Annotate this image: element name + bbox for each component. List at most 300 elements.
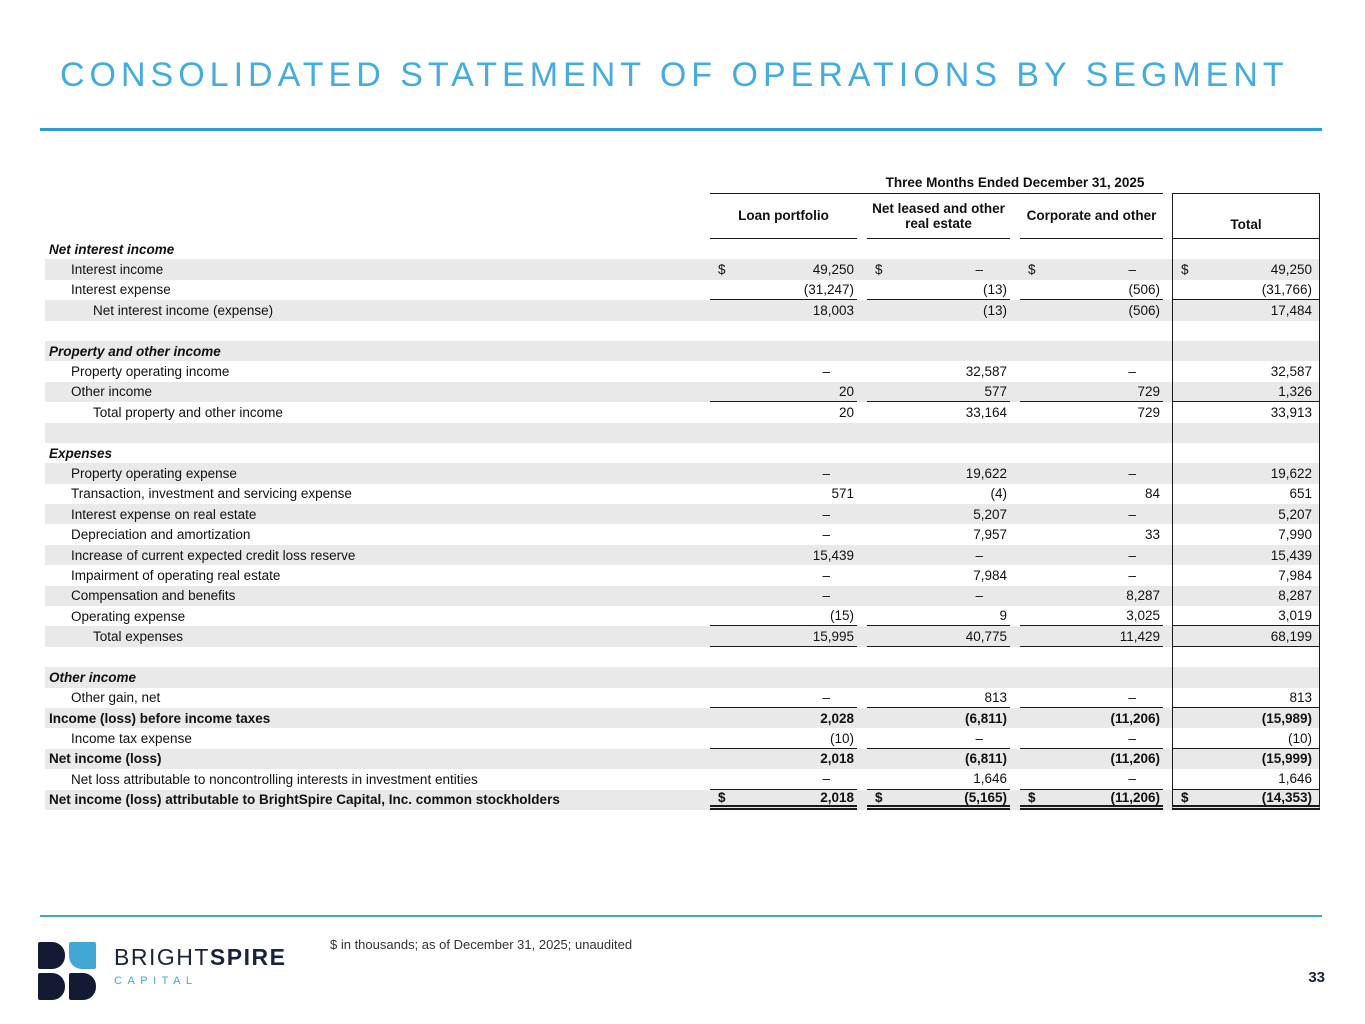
row-label: Other income <box>49 669 137 685</box>
footer-divider <box>40 915 1322 917</box>
cell-loan-portfolio <box>710 586 857 606</box>
cell-net-leased <box>867 524 1010 544</box>
footnote: $ in thousands; as of December 31, 2025; unaudited <box>330 937 633 952</box>
table-row <box>45 790 1320 810</box>
cell-net-leased <box>867 586 1010 606</box>
cell-value: – <box>822 689 830 705</box>
cell-corporate <box>1020 423 1163 443</box>
cell-value: (5,165) <box>964 789 1007 805</box>
row-label: Other income <box>71 384 153 400</box>
column-header-corporate: Corporate and other <box>1020 193 1163 239</box>
column-gap <box>1010 708 1020 728</box>
row-label: Income (loss) before income taxes <box>49 710 271 726</box>
table-row <box>45 565 1320 585</box>
cell-value: – <box>822 771 830 787</box>
cell-value: (4) <box>990 486 1007 502</box>
cell-net-leased <box>867 647 1010 667</box>
column-gap <box>1010 606 1020 626</box>
table-row <box>45 463 1320 483</box>
row-label: Total property and other income <box>93 404 283 420</box>
column-gap <box>1163 790 1172 810</box>
cell-value: (11,206) <box>1110 751 1160 767</box>
column-gap <box>1163 769 1172 789</box>
column-gap <box>1163 193 1172 239</box>
cell-value: 8,287 <box>1126 588 1160 604</box>
cell-value: 20 <box>838 383 854 399</box>
cell-corporate <box>1020 606 1163 626</box>
cell-value: – <box>822 506 830 522</box>
column-gap <box>857 667 867 687</box>
cell-total <box>1172 545 1320 565</box>
period-header-row <box>45 172 1320 193</box>
column-gap <box>857 728 867 748</box>
cell-total <box>1172 504 1320 524</box>
cell-loan-portfolio <box>710 259 857 279</box>
cell-total <box>1172 749 1320 769</box>
column-gap <box>1010 193 1020 239</box>
cell-value: (11,206) <box>1110 789 1160 805</box>
cell-value: (6,811) <box>964 710 1007 726</box>
cell-value: 729 <box>1137 404 1160 420</box>
cell-total <box>1172 565 1320 585</box>
cell-corporate <box>1020 749 1163 769</box>
cell-value: 8,287 <box>1278 588 1312 604</box>
column-gap <box>1163 626 1172 646</box>
cell-loan-portfolio <box>710 402 857 422</box>
row-label: Property and other income <box>49 343 221 359</box>
cell-value: 3,019 <box>1278 608 1312 624</box>
column-gap <box>1010 524 1020 544</box>
cell-value: – <box>975 588 983 604</box>
cell-total <box>1172 769 1320 789</box>
cell-value: 2,028 <box>820 710 854 726</box>
cell-value: 5,207 <box>973 506 1007 522</box>
cell-value: – <box>822 588 830 604</box>
table-row <box>45 586 1320 606</box>
row-label: Net loss attributable to noncontrolling interests in investment entities <box>71 771 478 787</box>
cell-value: 68,199 <box>1270 628 1312 644</box>
column-gap <box>1010 361 1020 381</box>
column-gap <box>1163 443 1172 463</box>
row-label: Property operating expense <box>71 465 237 481</box>
cell-loan-portfolio <box>710 606 857 626</box>
cell-net-leased <box>867 545 1010 565</box>
table-row <box>45 667 1320 687</box>
table-row <box>45 259 1320 279</box>
row-label: Interest expense <box>71 282 171 298</box>
cell-value: 33,164 <box>965 404 1007 420</box>
cell-value: – <box>1128 262 1136 278</box>
column-header-total: Total <box>1172 193 1320 239</box>
row-label: Operating expense <box>71 608 186 624</box>
title-divider <box>40 128 1322 131</box>
row-label: Net interest income <box>49 241 175 257</box>
cell-value: 15,439 <box>1270 547 1312 563</box>
cell-loan-portfolio <box>710 504 857 524</box>
cell-loan-portfolio <box>710 300 857 320</box>
column-gap <box>1163 586 1172 606</box>
column-gap <box>1163 606 1172 626</box>
cell-total <box>1172 382 1320 402</box>
column-gap <box>1010 626 1020 646</box>
table-row <box>45 708 1320 728</box>
header-spacer <box>45 172 710 193</box>
cell-loan-portfolio <box>710 545 857 565</box>
cell-corporate <box>1020 259 1163 279</box>
table-row <box>45 423 1320 443</box>
cell-corporate <box>1020 586 1163 606</box>
cell-value: (15,989) <box>1261 710 1312 726</box>
cell-loan-portfolio <box>710 524 857 544</box>
cell-value: (6,811) <box>964 751 1007 767</box>
logo-wordmark <box>114 944 286 971</box>
cell-value: (13) <box>982 302 1007 318</box>
cell-loan-portfolio <box>710 667 857 687</box>
dollar-sign: $ <box>875 789 883 805</box>
cell-net-leased <box>867 443 1010 463</box>
column-gap <box>1010 565 1020 585</box>
column-gap <box>1010 667 1020 687</box>
table-row <box>45 688 1320 708</box>
brightspire-logo <box>38 940 286 1000</box>
cell-total <box>1172 443 1320 463</box>
cell-value: 7,957 <box>973 527 1007 543</box>
column-gap <box>1163 504 1172 524</box>
column-gap <box>857 463 867 483</box>
cell-corporate <box>1020 504 1163 524</box>
cell-corporate <box>1020 443 1163 463</box>
column-gap <box>1010 239 1020 259</box>
column-gap <box>1010 769 1020 789</box>
cell-corporate <box>1020 321 1163 341</box>
logo-shape <box>38 942 65 969</box>
table-row <box>45 321 1320 341</box>
column-gap <box>1010 728 1020 748</box>
cell-value: – <box>1128 771 1136 787</box>
cell-loan-portfolio <box>710 708 857 728</box>
row-label: Property operating income <box>71 364 230 380</box>
cell-loan-portfolio <box>710 423 857 443</box>
cell-loan-portfolio <box>710 443 857 463</box>
cell-net-leased <box>867 626 1010 646</box>
cell-value: – <box>1128 730 1136 746</box>
cell-value: 571 <box>831 486 854 502</box>
row-label <box>45 647 710 667</box>
cell-value: 84 <box>1144 486 1160 502</box>
column-gap <box>857 504 867 524</box>
cell-net-leased <box>867 790 1010 810</box>
table-row <box>45 749 1320 769</box>
cell-corporate <box>1020 382 1163 402</box>
cell-loan-portfolio <box>710 341 857 361</box>
cell-value: 32,587 <box>965 364 1007 380</box>
cell-total <box>1172 239 1320 259</box>
row-label: Interest income <box>71 262 164 278</box>
cell-corporate <box>1020 688 1163 708</box>
cell-corporate <box>1020 790 1163 810</box>
column-gap <box>857 626 867 646</box>
cell-total <box>1172 321 1320 341</box>
cell-total <box>1172 259 1320 279</box>
cell-value: 813 <box>1289 689 1312 705</box>
column-gap <box>1010 484 1020 504</box>
cell-corporate <box>1020 280 1163 300</box>
logo-shape <box>69 942 96 969</box>
cell-loan-portfolio <box>710 749 857 769</box>
cell-corporate <box>1020 239 1163 259</box>
column-gap <box>857 769 867 789</box>
cell-corporate <box>1020 361 1163 381</box>
cell-value: – <box>975 262 983 278</box>
cell-net-leased <box>867 259 1010 279</box>
cell-value: (14,353) <box>1261 789 1312 805</box>
cell-corporate <box>1020 769 1163 789</box>
cell-value: – <box>822 465 830 481</box>
cell-value: – <box>1128 547 1136 563</box>
column-gap <box>1163 239 1172 259</box>
column-gap <box>1010 749 1020 769</box>
cell-value: – <box>822 364 830 380</box>
cell-value: (10) <box>1287 730 1312 746</box>
row-label: Increase of current expected credit loss reserve <box>71 547 356 563</box>
column-gap <box>1163 361 1172 381</box>
dollar-sign: $ <box>1181 262 1189 278</box>
cell-net-leased <box>867 769 1010 789</box>
column-gap <box>1163 463 1172 483</box>
cell-value: 19,622 <box>1270 465 1312 481</box>
cell-value: 33 <box>1144 527 1160 543</box>
column-gap <box>1163 545 1172 565</box>
table-row <box>45 239 1320 259</box>
row-label: Net income (loss) <box>49 751 162 767</box>
header-spacer <box>45 193 710 239</box>
cell-corporate <box>1020 667 1163 687</box>
cell-total <box>1172 463 1320 483</box>
column-gap <box>1010 300 1020 320</box>
row-label: Interest expense on real estate <box>71 506 257 522</box>
column-gap <box>1163 708 1172 728</box>
table-body <box>45 239 1320 810</box>
column-gap <box>1163 259 1172 279</box>
table-row <box>45 606 1320 626</box>
column-gap <box>1010 280 1020 300</box>
row-label: Impairment of operating real estate <box>71 567 281 583</box>
column-gap <box>1163 647 1172 667</box>
cell-value: (506) <box>1128 302 1160 318</box>
cell-value: 11,429 <box>1119 628 1160 644</box>
dollar-sign: $ <box>1028 789 1036 805</box>
cell-value: (31,247) <box>803 281 854 297</box>
column-gap <box>1010 259 1020 279</box>
column-gap <box>857 749 867 769</box>
cell-value: 1,326 <box>1278 383 1312 399</box>
cell-corporate <box>1020 545 1163 565</box>
column-gap <box>1010 402 1020 422</box>
cell-loan-portfolio <box>710 728 857 748</box>
cell-value: – <box>1128 567 1136 583</box>
column-gap <box>1010 647 1020 667</box>
cell-value: – <box>822 527 830 543</box>
column-gap <box>857 300 867 320</box>
logo-word-spire: SPIRE <box>209 944 287 970</box>
cell-value: 15,995 <box>812 628 854 644</box>
column-gap <box>1163 484 1172 504</box>
cell-value: 17,484 <box>1270 302 1312 318</box>
cell-corporate <box>1020 402 1163 422</box>
column-gap <box>857 524 867 544</box>
cell-net-leased <box>867 402 1010 422</box>
brightspire-logo-icon <box>38 942 96 1000</box>
cell-total <box>1172 606 1320 626</box>
dollar-sign: $ <box>718 789 726 805</box>
row-label: Income tax expense <box>71 731 192 747</box>
row-label: Total expenses <box>93 629 184 645</box>
table-row <box>45 524 1320 544</box>
cell-value: 7,984 <box>973 567 1007 583</box>
column-gap <box>857 708 867 728</box>
cell-value: 1,646 <box>973 771 1007 787</box>
cell-total <box>1172 647 1320 667</box>
cell-loan-portfolio <box>710 688 857 708</box>
cell-total <box>1172 402 1320 422</box>
cell-value: 40,775 <box>965 628 1007 644</box>
column-gap <box>857 647 867 667</box>
cell-loan-portfolio <box>710 463 857 483</box>
cell-loan-portfolio <box>710 647 857 667</box>
row-label <box>45 423 710 443</box>
column-gap <box>1163 524 1172 544</box>
column-gap <box>1010 586 1020 606</box>
cell-total <box>1172 586 1320 606</box>
cell-loan-portfolio <box>710 382 857 402</box>
cell-value: 7,984 <box>1278 567 1312 583</box>
cell-loan-portfolio <box>710 769 857 789</box>
column-gap <box>1163 565 1172 585</box>
cell-loan-portfolio <box>710 321 857 341</box>
cell-value: 20 <box>838 404 854 420</box>
dollar-sign: $ <box>1181 789 1189 805</box>
logo-shape <box>69 973 96 1000</box>
page-title: CONSOLIDATED STATEMENT OF OPERATIONS BY SEGMENT <box>60 56 1289 94</box>
cell-value: – <box>975 730 983 746</box>
cell-corporate <box>1020 626 1163 646</box>
column-gap <box>1010 688 1020 708</box>
row-label: Net income (loss) attributable to BrightSpire Capital, Inc. common stockholders <box>49 792 560 808</box>
cell-value: (11,206) <box>1110 710 1160 726</box>
cell-value: (10) <box>829 730 854 746</box>
cell-value: 729 <box>1137 383 1160 399</box>
cell-corporate <box>1020 341 1163 361</box>
column-gap <box>857 239 867 259</box>
cell-corporate <box>1020 463 1163 483</box>
column-gap <box>1163 688 1172 708</box>
column-header-row <box>45 193 1320 239</box>
cell-loan-portfolio <box>710 626 857 646</box>
cell-net-leased <box>867 667 1010 687</box>
cell-corporate <box>1020 300 1163 320</box>
cell-value: 18,003 <box>812 302 854 318</box>
cell-value: 9 <box>999 608 1007 624</box>
cell-loan-portfolio <box>710 484 857 504</box>
table-row <box>45 504 1320 524</box>
cell-net-leased <box>867 463 1010 483</box>
cell-corporate <box>1020 524 1163 544</box>
column-gap <box>1010 321 1020 341</box>
dollar-sign: $ <box>1028 262 1036 278</box>
cell-value: – <box>1128 364 1136 380</box>
cell-net-leased <box>867 321 1010 341</box>
dollar-sign: $ <box>718 262 726 278</box>
cell-total <box>1172 728 1320 748</box>
cell-net-leased <box>867 504 1010 524</box>
column-gap <box>1010 443 1020 463</box>
cell-total <box>1172 708 1320 728</box>
cell-net-leased <box>867 728 1010 748</box>
cell-value: 651 <box>1289 486 1312 502</box>
cell-value: 49,250 <box>812 262 854 278</box>
column-gap <box>857 423 867 443</box>
cell-value: 19,622 <box>965 465 1007 481</box>
cell-value: 7,990 <box>1278 527 1312 543</box>
cell-loan-portfolio <box>710 565 857 585</box>
cell-total <box>1172 484 1320 504</box>
column-gap <box>1163 321 1172 341</box>
row-label <box>45 321 710 341</box>
column-gap <box>857 484 867 504</box>
column-gap <box>857 193 867 239</box>
table-row <box>45 361 1320 381</box>
cell-value: (13) <box>982 281 1007 297</box>
cell-net-leased <box>867 749 1010 769</box>
cell-corporate <box>1020 565 1163 585</box>
column-gap <box>857 443 867 463</box>
cell-net-leased <box>867 341 1010 361</box>
cell-loan-portfolio <box>710 280 857 300</box>
column-gap <box>857 565 867 585</box>
cell-net-leased <box>867 708 1010 728</box>
table-row <box>45 484 1320 504</box>
column-gap <box>857 280 867 300</box>
column-gap <box>1163 382 1172 402</box>
table-row <box>45 402 1320 422</box>
cell-net-leased <box>867 423 1010 443</box>
cell-total <box>1172 280 1320 300</box>
table-row <box>45 382 1320 402</box>
column-gap <box>1163 749 1172 769</box>
cell-value: 3,025 <box>1126 608 1160 624</box>
cell-net-leased <box>867 484 1010 504</box>
cell-value: (15) <box>829 608 854 624</box>
column-gap <box>1010 341 1020 361</box>
cell-corporate <box>1020 647 1163 667</box>
column-gap <box>857 321 867 341</box>
cell-total <box>1172 626 1320 646</box>
column-gap <box>857 402 867 422</box>
cell-loan-portfolio <box>710 361 857 381</box>
cell-total <box>1172 341 1320 361</box>
logo-word-bright: BRIGHT <box>114 944 210 970</box>
cell-value: (31,766) <box>1261 281 1312 297</box>
column-gap <box>857 545 867 565</box>
cell-loan-portfolio <box>710 239 857 259</box>
table-row <box>45 769 1320 789</box>
cell-value: (506) <box>1128 281 1160 297</box>
cell-net-leased <box>867 565 1010 585</box>
logo-text <box>114 944 286 987</box>
cell-corporate <box>1020 708 1163 728</box>
column-gap <box>857 341 867 361</box>
cell-value: 49,250 <box>1270 262 1312 278</box>
